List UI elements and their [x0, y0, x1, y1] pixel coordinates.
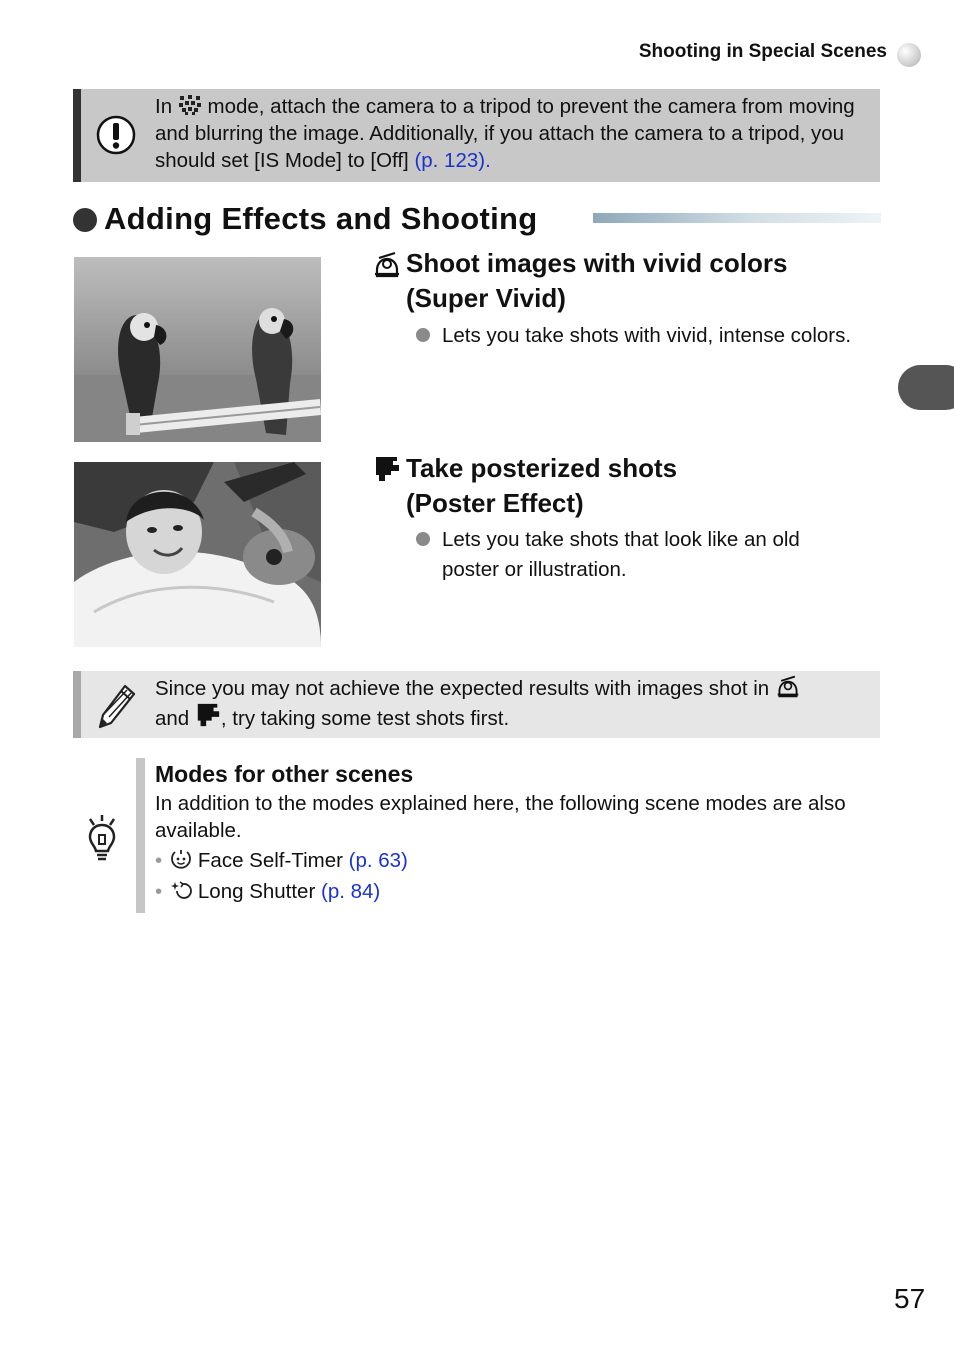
poster-effect-title: Take posterized shots (Poster Effect)	[406, 453, 678, 518]
section-title-bar	[593, 213, 881, 223]
list-item: • Long Shutter (p. 84)	[155, 880, 381, 903]
page-number: 57	[894, 1283, 926, 1314]
chapter-dot-icon	[897, 43, 921, 67]
memo-bar	[73, 671, 81, 738]
long-shutter-page-link[interactable]: (p. 84)	[321, 880, 381, 903]
memo-box	[73, 671, 880, 738]
scene-mode-glyph-icon	[178, 94, 202, 116]
caution-box	[73, 89, 880, 182]
super-vivid-title: Shoot images with vivid colors (Super Vivid)	[406, 248, 788, 313]
super-vivid-icon	[775, 674, 801, 698]
super-vivid-description: Lets you take shots with vivid, intense colors.	[442, 324, 852, 347]
chapter-side-tab	[898, 365, 954, 410]
tips-bar	[136, 758, 145, 913]
running-header: Shooting in Special Scenes	[638, 41, 887, 62]
pencil-icon	[97, 683, 137, 729]
light-bulb-icon	[86, 815, 118, 861]
face-self-timer-page-link[interactable]: (p. 63)	[348, 849, 408, 872]
list-bullet-icon: •	[155, 880, 163, 903]
tips-text: In addition to the modes explained here, the following scene modes are also available.	[155, 792, 846, 842]
section-title: Adding Effects and Shooting	[104, 201, 538, 236]
poster-effect-icon	[195, 702, 221, 728]
child-ukulele-photo	[74, 462, 321, 647]
caution-text: In mode, attach the camera to a tripod to prevent the camera from moving and blurring the image. Additionally, if you attach the camera to a tripod, you should set [IS Mode] to [Off] (p. 123).	[155, 95, 855, 172]
caution-icon	[96, 115, 136, 155]
section-bullet-icon	[73, 208, 97, 232]
memo-text: Since you may not achieve the expected results with images shot in and , try taking some test shots first.	[155, 674, 875, 732]
list-bullet-icon: •	[155, 849, 163, 872]
caution-bar	[73, 89, 81, 182]
super-vivid-icon	[373, 250, 401, 278]
tips-title: Modes for other scenes	[155, 761, 414, 787]
bullet-icon	[416, 328, 430, 342]
face-self-timer-icon	[170, 848, 192, 870]
parrots-photo	[74, 257, 321, 442]
poster-effect-icon	[373, 455, 401, 483]
poster-effect-description: Lets you take shots that look like an old poster or illustration.	[442, 528, 800, 581]
list-item: • Face Self-Timer (p. 63)	[155, 849, 408, 872]
bullet-icon	[416, 532, 430, 546]
long-shutter-icon	[170, 879, 192, 901]
caution-page-link[interactable]: (p. 123)	[414, 149, 486, 172]
